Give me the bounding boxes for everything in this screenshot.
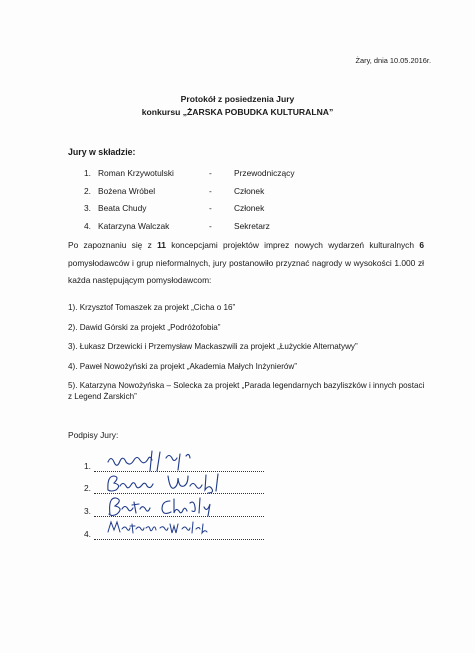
title-line-1: Protokół z posiedzenia Jury [180, 94, 295, 104]
jury-member [84, 186, 424, 204]
member-role: Sekretarz [234, 220, 270, 231]
paragraph-text: Po zapoznaniu się z [68, 240, 158, 250]
member-role: Członek [234, 185, 265, 196]
member-name: Beata Chudy [98, 203, 147, 213]
paragraph-text: pomysłodawców i grup nieformalnych, jury postanowiło przyznać nagrody w wysokości 1.000 zł każda następującym pomysłodawcom: [68, 257, 424, 285]
dotted-line [94, 538, 264, 540]
member-number: 1. [84, 168, 91, 178]
paragraph-text: koncepcjami projektów imprez nowych wydarzeń kulturalnych [165, 240, 420, 250]
jury-member [84, 203, 424, 221]
member-number: 3. [84, 203, 91, 213]
jury-member [84, 168, 424, 186]
place-date: Żary, dnia 10.05.2016r. [355, 56, 431, 65]
awarded-project: 3). Łukasz Drzewicki i Przemysław Mackaszwili za projekt „Łużyckie Alternatywy” [68, 342, 358, 351]
signature-line [84, 520, 264, 540]
member-name: Katarzyna Walczak [98, 220, 170, 231]
member-dash: - [209, 220, 212, 231]
awarded-project: 5). Katarzyna Nowożyńska – Solecka za projekt „Parada legendarnych bazyliszków i innych postaci z Legend Żarskich” [68, 381, 425, 401]
signature-number: 3. [84, 506, 91, 516]
jury-member [84, 221, 424, 239]
member-dash: - [209, 203, 212, 213]
title-line-2: konkursu „ŻARSKA POBUDKA KULTURALNA” [141, 107, 334, 117]
signature-line [84, 474, 264, 494]
jury-members-list [84, 168, 424, 238]
signatures-heading: Podpisy Jury: [68, 430, 119, 440]
member-number: 4. [84, 220, 91, 231]
signature-number: 2. [84, 483, 91, 493]
member-name: Bożena Wróbel [98, 185, 156, 196]
member-name: Roman Krzywotulski [98, 168, 174, 178]
handwritten-signature [104, 516, 214, 538]
member-role: Przewodniczący [234, 168, 295, 178]
member-dash: - [209, 185, 212, 196]
applicants-count: 6 [419, 240, 424, 250]
signature-line [84, 497, 264, 517]
signature-number: 4. [84, 529, 91, 539]
projects-count: 11 [157, 240, 166, 250]
signature-line [84, 452, 264, 472]
jury-heading: Jury w składzie: [68, 147, 136, 157]
member-number: 2. [84, 185, 91, 196]
member-dash: - [209, 168, 212, 178]
member-role: Członek [234, 203, 265, 213]
awarded-projects-list [68, 302, 428, 411]
decision-paragraph [68, 237, 424, 290]
signature-number: 1. [84, 461, 91, 471]
awarded-project: 1). Krzysztof Tomaszek za projekt „Cicha o 16” [68, 303, 236, 312]
document-title [0, 93, 475, 119]
awarded-project: 2). Dawid Górski za projekt „Podróżofobia” [68, 322, 221, 332]
awarded-project: 4). Paweł Nowożyński za projekt „Akademia Małych Inżynierów” [68, 361, 297, 371]
